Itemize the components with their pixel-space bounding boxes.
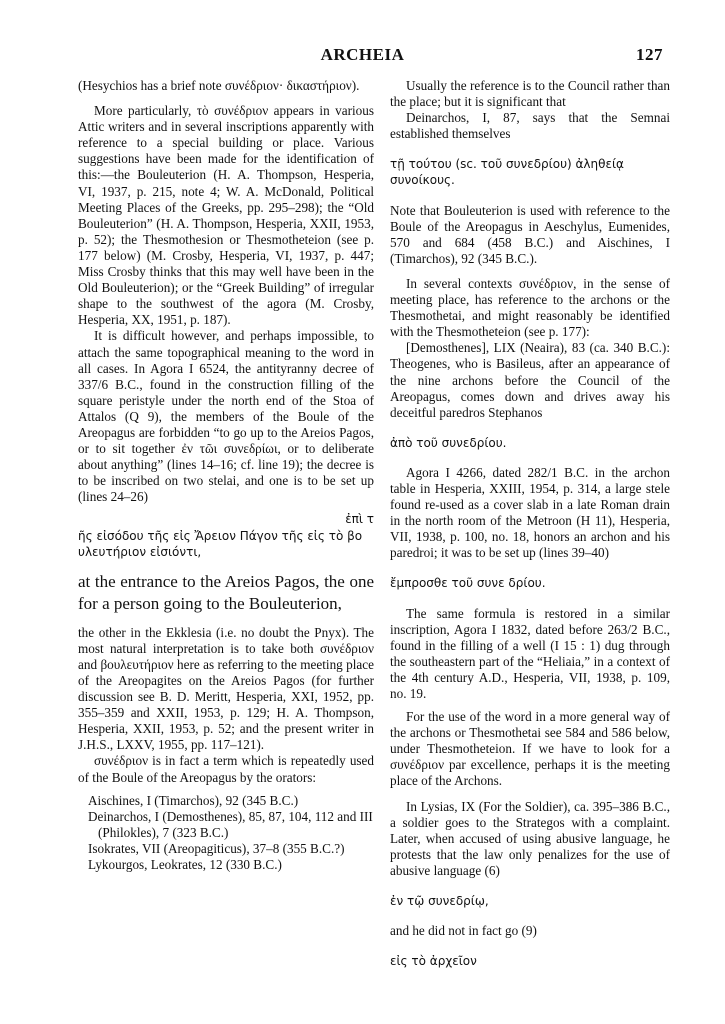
inscription-translation: at the entrance to the Areios Pagos, the one for a person going to the Bouleuterion, xyxy=(78,571,374,613)
right-column xyxy=(390,78,670,983)
paragraph-same-formula: The same formula is restored in a similar inscription, Agora I 1832, dated before 263/2 B.C., found in the filling of a well (I 15 : 1) dug through the southeastern part of the “Heliaia,” in a context of the 4th century A.D., Hesperia, VII, 1938, p. 109, no. 19. xyxy=(390,605,670,701)
paragraph-bouleuterion-note: Note that Bouleuterion is used with reference to the Boule of the Areopagus in Aeschylus, Eumenides, 570 and 684 (458 B.C.) and Aischines, I (Timarchos), 92 (345 B.C.). xyxy=(390,202,670,266)
paragraph-lysias: In Lysias, IX (For the Soldier), ca. 395–386 B.C., a soldier goes to the Strategos with a complaint. Later, when accused of using abusive language, he protests that the law only penalizes for the use of abusive language (6) xyxy=(390,798,670,878)
paragraph-agora-4266: Agora I 4266, dated 282/1 B.C. in the archon table in Hesperia, XXIII, 1954, p. 314, a large stele found re-used as a cover slab in a late Roman drain in the north room of the Metroon (H 11), Hesperia, VII, 1938, p. 100, no. 18, honors an archon and his paredroi; it was to be set up (lines 39–40) xyxy=(390,464,670,561)
greek-quote-synedriou: ἀπὸ τοῦ συνεδρίου. xyxy=(390,435,507,450)
running-title: ARCHEIA xyxy=(320,45,405,64)
reference-item: Lykourgos, Leokrates, 12 (330 B.C.) xyxy=(88,857,282,873)
greek-quote-archeion: εἰς τὸ ἀρχεῖον xyxy=(390,954,477,969)
paragraph-neaira: [Demosthenes], LIX (Neaira), 83 (ca. 340 B.C.): Theogenes, who is Basileus, after an appearance of the nine archons before the Council of the Areopagus, comes down and drives away his deceitful paredros Stephanos xyxy=(390,340,670,420)
paragraph-meeting-place: In several contexts συνέδριον, in the sense of meeting place, has reference to the archons or the Thesmothetai, and might reasonably be identified with the Thesmotheteion (see p. 177): xyxy=(390,275,670,340)
greek-quote-synedrio: ἐν τῷ συνεδρίῳ, xyxy=(390,894,489,909)
reference-item: Aischines, I (Timarchos), 92 (345 B.C.) xyxy=(88,792,299,808)
paragraph-synedrion-identification: More particularly, τὸ συνέδριον appears in various Attic writers and in several inscriptions apparently with reference to a special building or place. Various suggestions have been made for the identification of this:—the Bouleuterion (H. A. Thompson, Hesperia, VI, 1937, p. 215, note 4; W. A. McDonald, Political Meeting Places of the Greeks, pp. 295–298); the “Old Bouleuterion” (H. A. Thompson, Hesperia, XXII, 1953, p. 52); the Thesmothesion or Thesmotheteion (see p. 177 below) (M. Crosby, Hesperia, VI, 1937, p. 447; Miss Crosby thinks that this may well have been in the Old Bouleuterion); or the “Greek Building” of irregular shape to the southwest of the agora (M. Crosby, Hesperia, XX, 1951, p. 187). xyxy=(78,103,374,328)
left-column xyxy=(78,78,374,873)
reference-item: Isokrates, VII (Areopagiticus), 37–8 (355 B.C.?) xyxy=(88,840,345,856)
greek-inscription-fragment: ἐπὶ τ xyxy=(345,512,374,527)
reference-item: Deinarchos, I (Demosthenes), 85, 87, 104, 112 and III (Philokles), 7 (323 B.C.) xyxy=(88,808,373,840)
greek-inscription-text: ῆς εἰσόδου τῆς εἰς Ἄρειον Πάγον τῆς εἰς τὸ βο υλευτήριον εἰσιόντι, xyxy=(78,528,363,559)
page-number: 127 xyxy=(636,45,663,64)
paragraph-agora-decree: It is difficult however, and perhaps impossible, to attach the same topographical meaning to the word in all cases. In Agora I 6524, the antityranny decree of 337/6 B.C., found in the construction filling of the square peristyle under the north end of the Stoa of Attalos (Q 9), the members of the Boule of the Areopagus are forbidden “to go up to the Areios Pagos, or to sit together ἐν τῶι συνεδρίωι, or to deliberate about anything” (lines 14–16; cf. line 19); the decree is to be inscribed on two stelai, and one is to be set up (lines 24–26) xyxy=(78,328,374,505)
greek-quote-semnai: τῇ τούτου (sc. τοῦ συνεδρίου) ἀληθείᾳ συνοίκους. xyxy=(390,157,624,188)
greek-quote-emprosthe: ἔμπροσθε τοῦ συνε δρίου. xyxy=(390,576,546,591)
paragraph-deinarchos: Deinarchos, I, 87, says that the Semnai established themselves xyxy=(390,110,670,142)
paragraph-general-use: For the use of the word in a more general way of the archons or Thesmothetai see 584 and 586 below, under Thesmotheteion. If we have to look for a συνέδριον par excellence, perhaps it is the meeting place of the Archons. xyxy=(390,709,670,789)
orator-reference-list xyxy=(78,793,374,873)
paragraph-orators: συνέδριον is in fact a term which is repeatedly used of the Boule of the Areopagus by the orators: xyxy=(78,753,374,785)
paragraph-interpretation: the other in the Ekklesia (i.e. no doubt the Pnyx). The most natural interpretation is to take both συνέδριον and βουλευτήριον here as referring to the meeting place of the Areopagites on the Areios Pagos (for further discussion see B. D. Meritt, Hesperia, XXI, 1952, pp. 355–359 and XXII, 1953, p. 129; H. A. Thompson, Hesperia, XXII, 1953, p. 52; and the present writer in J.H.S., LXXV, 1955, pp. 117–121). xyxy=(78,624,374,753)
hesychios-note: (Hesychios has a brief note συνέδριον· δικαστήριον). xyxy=(78,78,360,93)
paragraph-did-not-go: and he did not in fact go (9) xyxy=(390,923,537,939)
paragraph-council-reference: Usually the reference is to the Council rather than the place; but it is significant that xyxy=(390,78,670,110)
